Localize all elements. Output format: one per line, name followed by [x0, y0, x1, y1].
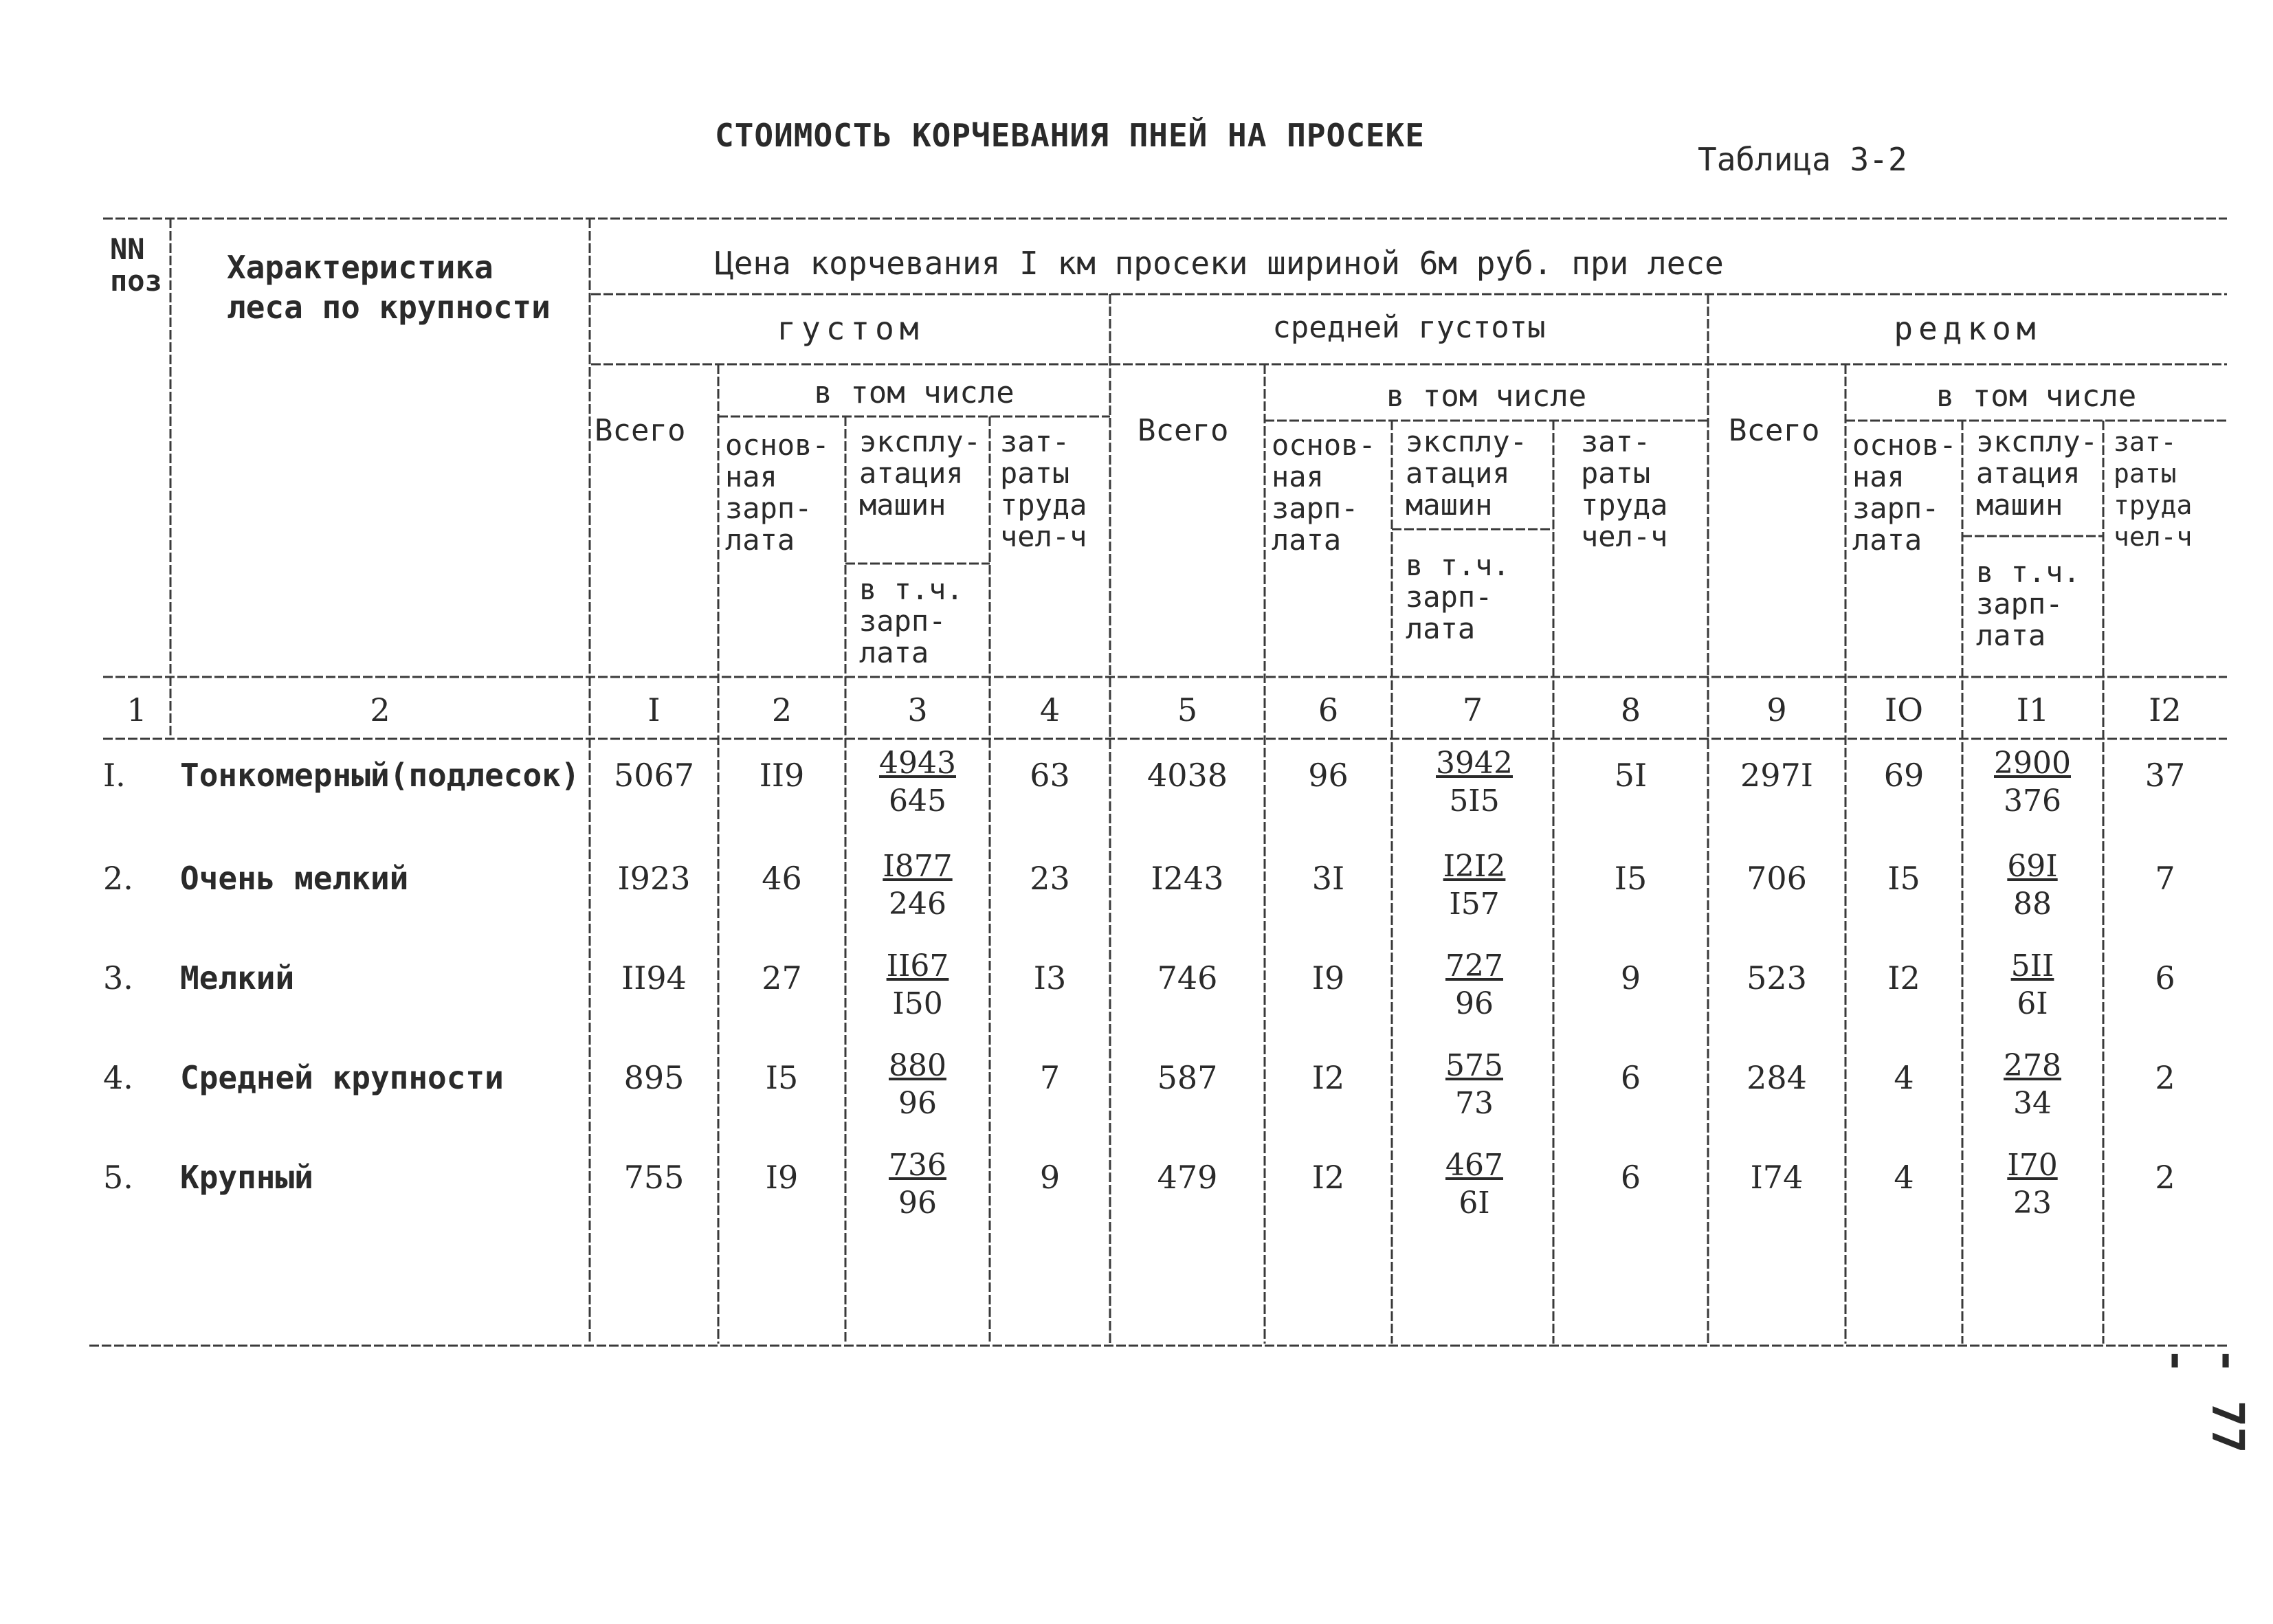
header-pos: NN поз — [110, 232, 162, 298]
sparse-total-header: Всего — [1729, 413, 1820, 448]
cell-r-labor: 2 — [2155, 1059, 2175, 1096]
machine-wage-value: 246 — [889, 887, 946, 922]
cell-m-base: I9 — [1311, 959, 1345, 997]
cell-g-labor: 9 — [1039, 1159, 1061, 1196]
cell-r-base: 4 — [1894, 1059, 1914, 1096]
machine-cost-value: 5II — [2010, 948, 2054, 983]
machine-cost-value: 3942 — [1436, 746, 1513, 781]
cell-r-total: 284 — [1747, 1059, 1807, 1096]
cell-g-total: II94 — [621, 959, 687, 997]
group-dense: густом — [777, 310, 924, 347]
cell-g-total: 5067 — [613, 757, 695, 794]
machine-cost-value: I877 — [883, 849, 953, 884]
page-number: - 77 - — [2151, 1347, 2253, 1454]
cell-m-total: 479 — [1157, 1159, 1218, 1196]
cell-r-total: 523 — [1747, 959, 1807, 997]
cell-g-base: I9 — [765, 1159, 799, 1196]
machine-cost-value: I70 — [2007, 1148, 2058, 1183]
medium-machine-incl-header: в т.ч. зарп- лата — [1406, 548, 1510, 645]
machine-cost-value: I2I2 — [1443, 849, 1506, 884]
cell-g-total: 895 — [623, 1059, 685, 1096]
cell-m-total: 746 — [1157, 959, 1218, 997]
machine-cost-fraction — [1409, 948, 1540, 1021]
machine-wage-value: 376 — [2004, 783, 2061, 819]
cell-m-base: I2 — [1311, 1059, 1345, 1096]
machine-cost-value: 736 — [889, 1148, 946, 1183]
cell-m-labor: 5I — [1614, 757, 1648, 794]
row-name: Средней крупности — [180, 1059, 504, 1096]
machine-cost-fraction — [1967, 1048, 2098, 1121]
machine-wage-value: 5I5 — [1449, 783, 1500, 819]
dense-machine-incl-header: в т.ч. зарп- лата — [859, 572, 964, 669]
table-number: Таблица 3-2 — [1698, 141, 1907, 178]
machine-wage-value: 23 — [2013, 1186, 2052, 1221]
dense-labor-header: зат- раты труда чел-ч — [1000, 425, 1087, 553]
dense-machine-header: эксплу- атация машин — [859, 425, 982, 522]
dense-incl: в том числе — [814, 375, 1014, 410]
machine-cost-fraction — [1409, 1048, 1540, 1121]
machine-cost-fraction — [852, 746, 983, 819]
cell-r-labor: 6 — [2155, 959, 2175, 997]
cell-m-base: 96 — [1308, 757, 1349, 794]
col-number: 1 — [126, 691, 147, 728]
col-number: I1 — [2016, 691, 2050, 728]
machine-wage-value: I50 — [892, 986, 943, 1021]
col-number: I — [647, 691, 661, 728]
sparse-base-header: основ- ная зарп- лата — [1852, 428, 1957, 557]
medium-total-header: Всего — [1138, 413, 1229, 448]
machine-cost-fraction — [1967, 746, 2098, 819]
cell-g-total: 755 — [623, 1159, 685, 1196]
cell-r-base: I2 — [1887, 959, 1920, 997]
machine-wage-value: 96 — [898, 1086, 937, 1121]
machine-cost-value: II67 — [886, 948, 949, 983]
col-number: 7 — [1462, 691, 1483, 728]
col-number: I2 — [2149, 691, 2182, 728]
sparse-incl: в том числе — [1936, 379, 2137, 414]
row-number: 5. — [103, 1159, 133, 1196]
row-number: 3. — [103, 959, 133, 997]
cell-r-base: I5 — [1887, 860, 1920, 897]
machine-cost-fraction — [1409, 849, 1540, 922]
cell-g-labor: 7 — [1039, 1059, 1061, 1096]
col-number: IO — [1885, 691, 1923, 728]
cell-r-total: 706 — [1747, 860, 1807, 897]
cell-m-total: I243 — [1151, 860, 1224, 897]
header-characteristic: Характеристика леса по крупности — [227, 249, 551, 326]
machine-wage-value: 96 — [898, 1186, 937, 1221]
machine-cost-fraction — [1409, 1148, 1540, 1221]
machine-wage-value: 73 — [1455, 1086, 1494, 1121]
cell-m-labor: 6 — [1620, 1059, 1641, 1096]
machine-cost-value: 575 — [1445, 1048, 1503, 1083]
group-sparse: редком — [1894, 310, 2041, 347]
cell-r-labor: 2 — [2155, 1159, 2175, 1196]
cell-m-labor: 9 — [1620, 959, 1641, 997]
cell-g-base: 27 — [762, 959, 802, 997]
table-title: СТОИМОСТЬ КОРЧЕВАНИЯ ПНЕЙ НА ПРОСЕКЕ — [715, 117, 1425, 154]
row-number: I. — [103, 757, 126, 794]
machine-wage-value: 96 — [1455, 986, 1494, 1021]
cell-r-labor: 37 — [2144, 757, 2186, 794]
col-number: 8 — [1620, 691, 1641, 728]
machine-cost-value: 2900 — [1994, 746, 2071, 781]
col-number: 3 — [907, 691, 928, 728]
group-medium: средней густоты — [1272, 310, 1546, 345]
machine-cost-fraction — [1967, 1148, 2098, 1221]
row-name: Тонкомерный(подлесок) — [180, 757, 580, 794]
cell-r-labor: 7 — [2155, 860, 2175, 897]
machine-wage-value: I57 — [1449, 887, 1500, 922]
cell-g-labor: 63 — [1030, 757, 1070, 794]
machine-cost-fraction — [852, 1148, 983, 1221]
cell-m-base: I2 — [1311, 1159, 1345, 1196]
col-number: 5 — [1177, 691, 1198, 728]
col-number: 6 — [1318, 691, 1339, 728]
col-number: 4 — [1039, 691, 1061, 728]
row-number: 2. — [103, 860, 133, 897]
machine-cost-fraction — [852, 849, 983, 922]
cell-g-base: I5 — [765, 1059, 799, 1096]
machine-cost-value: 69I — [2007, 849, 2058, 884]
machine-wage-value: 6I — [2017, 986, 2048, 1021]
sparse-labor-header: зат- раты труда чел-ч — [2114, 427, 2193, 552]
machine-cost-fraction — [852, 948, 983, 1021]
machine-wage-value: 88 — [2013, 887, 2052, 922]
machine-cost-value: 467 — [1445, 1148, 1503, 1183]
machine-wage-value: 6I — [1459, 1186, 1490, 1221]
machine-cost-value: 880 — [889, 1048, 946, 1083]
cell-r-total: 297I — [1740, 757, 1813, 794]
col-number: 2 — [370, 691, 390, 728]
cell-g-base: II9 — [759, 757, 805, 794]
cell-g-labor: 23 — [1030, 860, 1070, 897]
cell-r-base: 4 — [1894, 1159, 1914, 1196]
machine-cost-fraction — [852, 1048, 983, 1121]
cell-g-total: I923 — [617, 860, 691, 897]
machine-wage-value: 34 — [2013, 1086, 2052, 1121]
cell-r-base: 69 — [1883, 757, 1925, 794]
medium-labor-header: зат- раты труда чел-ч — [1581, 425, 1668, 553]
col-number: 2 — [771, 691, 792, 728]
machine-cost-value: 727 — [1445, 948, 1503, 983]
medium-base-header: основ- ная зарп- лата — [1272, 428, 1376, 557]
machine-wage-value: 645 — [889, 783, 946, 819]
row-name: Крупный — [180, 1159, 313, 1196]
cell-m-labor: I5 — [1614, 860, 1648, 897]
medium-incl: в том числе — [1386, 379, 1587, 414]
cell-m-base: 3I — [1311, 860, 1345, 897]
machine-cost-value: 278 — [2004, 1048, 2061, 1083]
dense-total-header: Всего — [595, 413, 686, 448]
cell-r-total: I74 — [1750, 1159, 1804, 1196]
cell-m-total: 587 — [1157, 1059, 1218, 1096]
cell-g-base: 46 — [762, 860, 802, 897]
col-number: 9 — [1766, 691, 1787, 728]
row-name: Очень мелкий — [180, 860, 409, 897]
machine-cost-fraction — [1967, 849, 2098, 922]
cell-m-total: 4038 — [1146, 757, 1228, 794]
sparse-machine-header: эксплу- атация машин — [1976, 425, 2098, 522]
medium-machine-header: эксплу- атация машин — [1406, 425, 1528, 522]
machine-cost-fraction — [1409, 746, 1540, 819]
cell-m-labor: 6 — [1620, 1159, 1641, 1196]
sparse-machine-incl-header: в т.ч. зарп- лата — [1976, 555, 2081, 652]
machine-cost-fraction — [1967, 948, 2098, 1021]
row-name: Мелкий — [180, 959, 295, 997]
machine-cost-value: 4943 — [879, 746, 956, 781]
cell-g-labor: I3 — [1033, 959, 1067, 997]
row-number: 4. — [103, 1059, 133, 1096]
header-price-caption: Цена корчевания I км просеки шириной 6м руб. при лесе — [715, 245, 1724, 282]
dense-base-header: основ- ная зарп- лата — [725, 428, 830, 557]
